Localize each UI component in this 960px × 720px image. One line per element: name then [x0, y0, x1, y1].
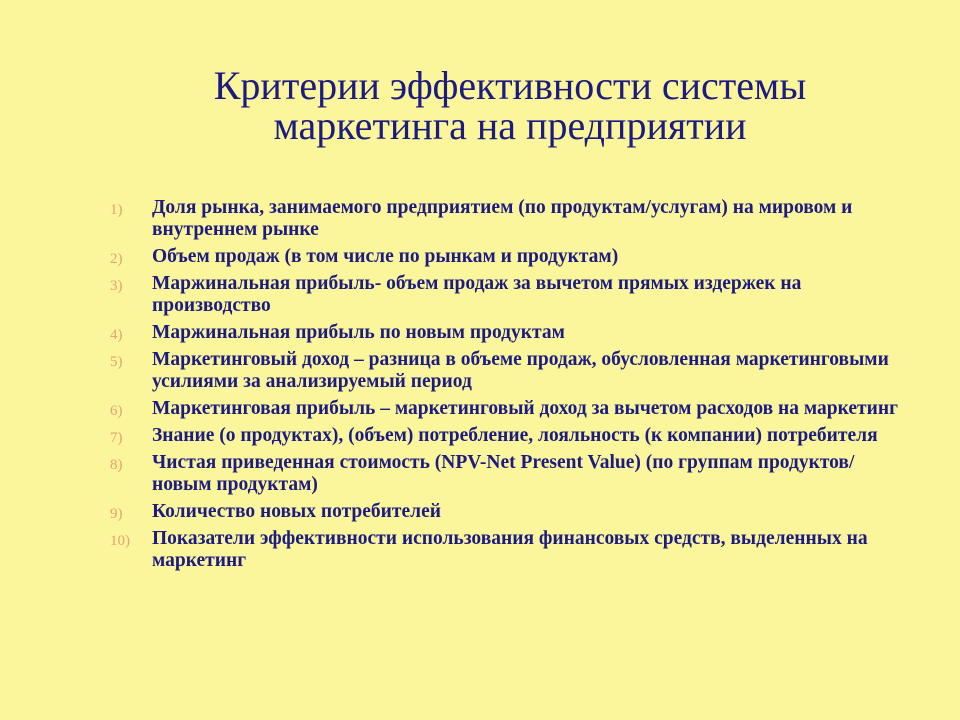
- list-item-text: Доля рынка, занимаемого предприятием (по продуктам/услугам) на мировом и внутреннем рынке: [152, 197, 853, 240]
- list-item: [110, 528, 910, 572]
- list-item-text: Маркетинговая прибыль – маркетинговый доход за вычетом расходов на маркетинг: [152, 398, 898, 419]
- slide-title-line-1: Критерии эффективности системы: [213, 63, 807, 108]
- list-item-text: Маржинальная прибыль- объем продаж за вычетом прямых издержек на производство: [152, 273, 802, 316]
- list-item-number: 7): [110, 430, 123, 446]
- list-item: [110, 322, 910, 344]
- list-item-text: Объем продаж (в том числе по рынкам и продуктам): [152, 246, 619, 267]
- list-item: [110, 349, 910, 393]
- list-item-text: Количество новых потребителей: [152, 501, 441, 522]
- list-item-text: Маржинальная прибыль по новым продуктам: [152, 322, 565, 343]
- list-item-number: 1): [110, 202, 123, 218]
- list-item: [110, 452, 910, 496]
- list-item-number: 4): [110, 327, 123, 343]
- list-item-number: 5): [110, 354, 123, 370]
- criteria-list: [110, 197, 910, 577]
- list-item-number: 2): [110, 251, 123, 267]
- list-item-number: 10): [110, 533, 130, 549]
- list-item: [110, 425, 910, 447]
- slide-title: [110, 63, 910, 148]
- list-item: [110, 398, 910, 420]
- list-item-text: Показатели эффективности использования финансовых средств, выделенных на маркетинг: [152, 528, 868, 571]
- list-item-number: 8): [110, 457, 123, 473]
- list-item-number: 6): [110, 403, 123, 419]
- list-item-text: Знание (о продуктах), (объем) потребление, лояльность (к компании) потребителя: [152, 425, 878, 446]
- list-item: [110, 197, 910, 241]
- list-item-number: 3): [110, 278, 123, 294]
- list-item: [110, 501, 910, 523]
- list-item-number: 9): [110, 506, 123, 522]
- list-item: [110, 273, 910, 317]
- slide-title-line-2: маркетинга на предприятии: [273, 103, 747, 148]
- list-item-text: Маркетинговый доход – разница в объеме продаж, обусловленная маркетинговыми усилиями за анализируемый период: [152, 349, 889, 392]
- list-item: [110, 246, 910, 268]
- list-item-text: Чистая приведенная стоимость (NPV-Net Present Value) (по группам продуктов/новым продуктам): [152, 452, 855, 495]
